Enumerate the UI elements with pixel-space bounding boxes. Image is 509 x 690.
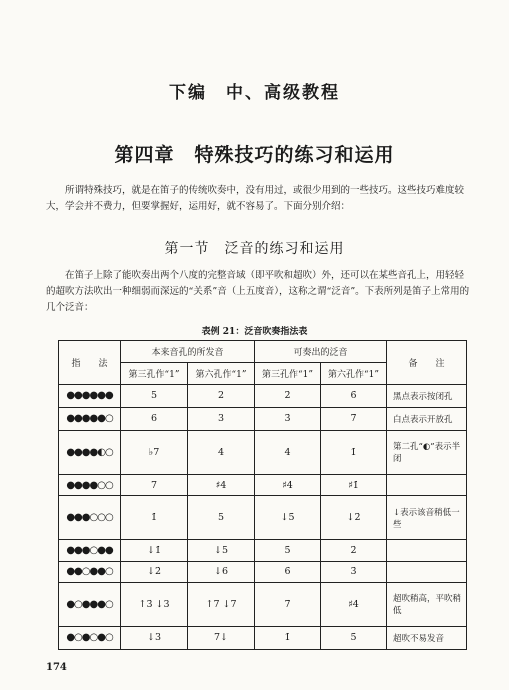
harmonic-6th-hole-note: 7̇ [321,407,387,430]
header-3rd-hole-harmonic: 第三孔作“1” [255,363,321,385]
original-6th-hole-note: 4 [188,430,255,474]
original-3rd-hole-note: ♭7 [121,430,188,474]
harmonic-3rd-hole-note: ↓5̇ [255,496,321,540]
fingering-pattern: ●●○●●○ [59,561,121,582]
intro-paragraph: 所谓特殊技巧，就是在笛子的传统吹奏中，没有用过，或很少用到的一些技巧。这些技巧难度较大，学会并不费力，但要掌握好，运用好，就不容易了。下面分别介绍： [46,185,465,212]
table-row [59,496,467,540]
original-3rd-hole-note: ↑3̇ ↓3 [121,582,188,626]
header-6th-hole-original: 第六孔作“1” [188,363,255,385]
harmonic-6th-hole-note: 3̇ [321,561,387,582]
remark: 白点表示开放孔 [387,407,467,430]
remark [387,561,467,582]
original-6th-hole-note: ↓6 [188,561,255,582]
table-row [59,540,467,561]
chapter-title: 第四章 特殊技巧的练习和运用 [114,144,395,166]
header-6th-hole-harmonic: 第六孔作“1” [321,363,387,385]
harmonic-6th-hole-note: 6̇ [321,385,387,408]
header-remarks: 备 注 [387,341,467,385]
harmonic-3rd-hole-note: 6̇ [255,561,321,582]
fingering-pattern: ●●●●◐○ [59,430,121,474]
remark [387,475,467,496]
original-3rd-hole-note: ↓1̇ [121,540,188,561]
page-number: 174 [46,662,67,673]
fingering-pattern: ●●●○○○ [59,496,121,540]
harmonic-6th-hole-note: 1̇ [321,430,387,474]
header-fingering: 指 法 [59,341,121,385]
original-3rd-hole-note: 1̇ [121,496,188,540]
table-row [59,385,467,408]
original-3rd-hole-note: 6 [121,407,188,430]
remark [387,540,467,561]
harmonic-3rd-hole-note: 7̇ [255,582,321,626]
fingering-pattern: ●●●●●○ [59,407,121,430]
fingering-pattern: ●○●●●○ [59,582,121,626]
original-6th-hole-note: 2 [188,385,255,408]
original-3rd-hole-note: ↓2̇ [121,561,188,582]
remark: ↓表示该音稍低一些 [387,496,467,540]
fingering-pattern: ●●●○●● [59,540,121,561]
original-3rd-hole-note: 7 [121,475,188,496]
harmonic-6th-hole-note: ♯4̇ [321,582,387,626]
section-paragraph: 在笛子上除了能吹奏出两个八度的完整音域（即平吹和超吹）外，还可以在某些音孔上，用轻轻的超吹方法吹出一种细弱而深远的“关系”音（上五度音），这称之谓“泛音”。下表所列是笛子上常用的几个泛音： [46,270,470,313]
remark: 黑点表示按闭孔 [387,385,467,408]
harmonic-3rd-hole-note: 3̇ [255,407,321,430]
original-6th-hole-note: 5 [188,496,255,540]
harmonic-3rd-hole-note: 5̇ [255,540,321,561]
header-original-group: 本来音孔的所发音 [121,341,255,363]
table-caption: 表例 21：泛音吹奏指法表 [201,327,308,337]
harmonic-6th-hole-note: 5̇ [321,626,387,649]
table-row [59,626,467,649]
remark: 超吹稍高，平吹稍低 [387,582,467,626]
harmonic-6th-hole-note: ♯1̇ [321,475,387,496]
original-6th-hole-note: ♯4 [188,475,255,496]
fingering-pattern: ●○●○●○ [59,626,121,649]
header-3rd-hole-original: 第三孔作“1” [121,363,188,385]
harmonic-3rd-hole-note: 4̇ [255,430,321,474]
original-6th-hole-note: ↓5 [188,540,255,561]
fingering-pattern: ●●●●○○ [59,475,121,496]
original-3rd-hole-note: ↓3 [121,626,188,649]
section-title: 第一节 泛音的练习和运用 [164,241,345,257]
table-row [59,475,467,496]
table-row [59,407,467,430]
harmonic-3rd-hole-note: 1̇ [255,626,321,649]
header-harmonic-group: 可奏出的泛音 [255,341,387,363]
original-6th-hole-note: 7↓ [188,626,255,649]
table-row [59,561,467,582]
harmonic-6th-hole-note: 2̇ [321,540,387,561]
fingering-pattern: ●●●●●● [59,385,121,408]
fingering-table [58,340,467,650]
table-header-row [59,341,467,363]
original-6th-hole-note: ↑7 ↓7 [188,582,255,626]
original-3rd-hole-note: 5 [121,385,188,408]
remark: 第二孔“◐”表示半闭 [387,430,467,474]
harmonic-6th-hole-note: ↓2̇ [321,496,387,540]
harmonic-3rd-hole-note: 2̇ [255,385,321,408]
remark: 超吹不易发音 [387,626,467,649]
harmonic-3rd-hole-note: ♯4̇ [255,475,321,496]
part-title: 下编 中、高级教程 [169,83,340,103]
original-6th-hole-note: 3 [188,407,255,430]
table-row [59,430,467,474]
table-row [59,582,467,626]
